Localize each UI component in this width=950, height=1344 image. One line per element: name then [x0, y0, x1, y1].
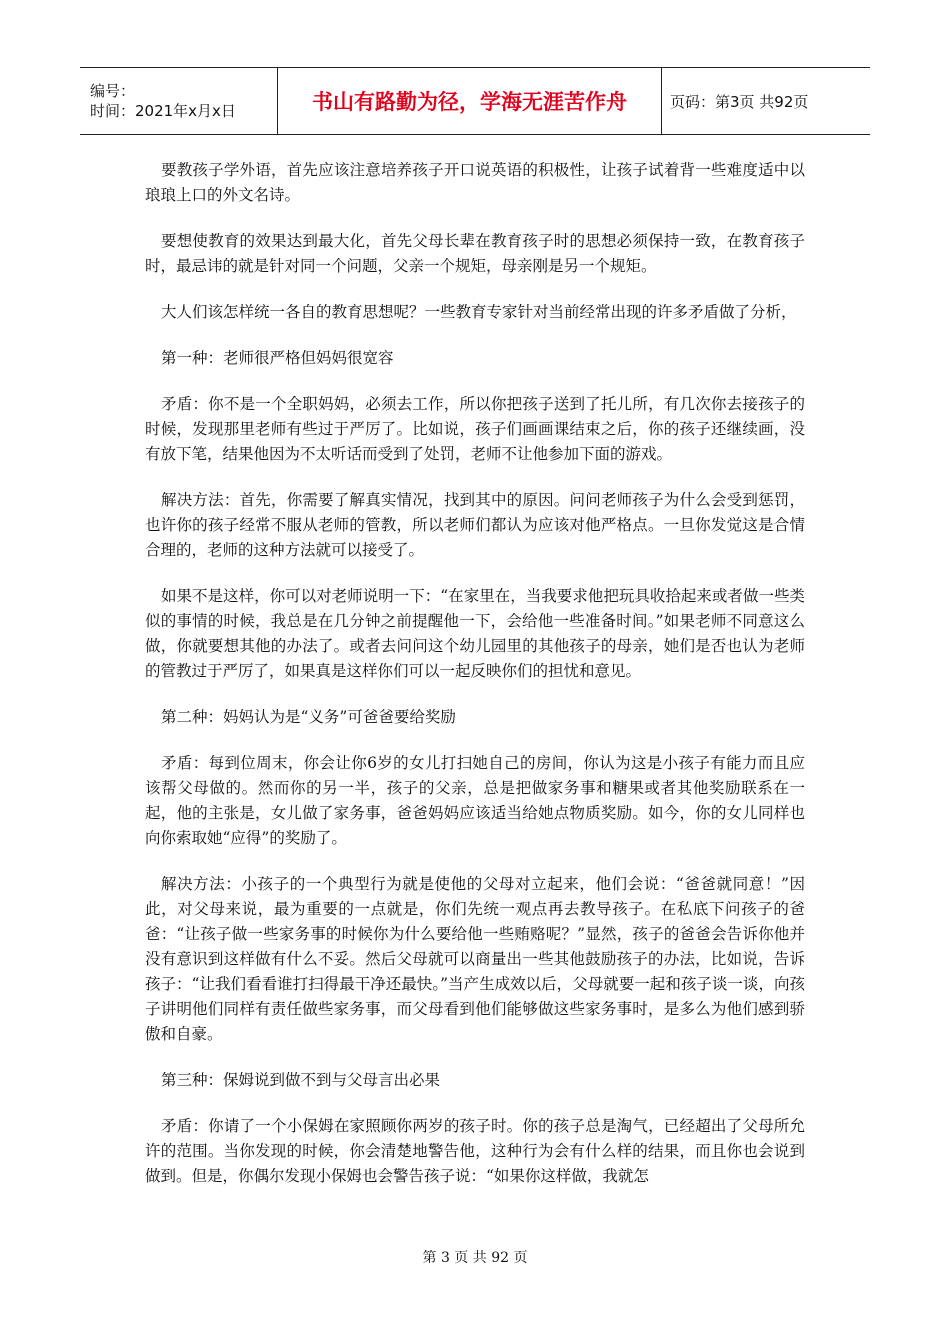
paragraph: 矛盾：每到位周末，你会让你6岁的女儿打扫她自己的房间，你认为这是小孩子有能力而且应该帮父母做的。然而你的另一半，孩子的父亲，总是把做家务事和糖果或者其他奖励联系在一起，他的主张是，女儿做了家务事，爸爸妈妈应该适当给她点物质奖励。如今，你的女儿同样也向你索取她“应得”的奖励了。: [145, 754, 805, 847]
page-header: [80, 67, 870, 135]
page-label: 页码：第3页 共92页: [670, 92, 809, 111]
header-page-cell: [662, 68, 870, 134]
paragraph: 要想使教育的效果达到最大化，首先父母长辈在教育孩子时的思想必须保持一致，在教育孩子时，最忌讳的就是针对同一个问题，父亲一个规矩，母亲刚是另一个规矩。: [145, 232, 805, 275]
paragraph: 要教孩子学外语，首先应该注意培养孩子开口说英语的积极性，让孩子试着背一些难度适中以琅琅上口的外文名诗。: [145, 161, 805, 204]
header-meta-cell: [80, 68, 278, 134]
section-heading: 第三种：保姆说到做不到与父母言出必果: [161, 1071, 441, 1089]
number-label: 编号：: [90, 82, 136, 100]
paragraph: 解决方法：小孩子的一个典型行为就是使他的父母对立起来，他们会说：“爸爸就同意！”因此，对父母来说，最为重要的一点就是，你们先统一观点再去教导孩子。在私底下问孩子的爸爸：“让孩子做一些家务事的时候你为什么要给他一些贿赂呢？”显然，孩子的爸爸会告诉你他并没有意识到这样做有什么不妥。然后父母就可以商量出一些其他鼓励孩子的办法，比如说，告诉孩子：“让我们看看谁打扫得最干净还最快。”当产生成效以后，父母就要一起和孩子谈一谈，向孩子讲明他们同样有责任做些家务事，而父母看到他们能够做这些家务事时，是多么为他们感到骄傲和自豪。: [145, 875, 805, 1043]
header-motto-cell: [278, 68, 662, 134]
paragraph: 解决方法：首先，你需要了解真实情况，找到其中的原因。问问老师孩子为什么会受到惩罚，也许你的孩子经常不服从老师的管教，所以老师们都认为应该对他严格点。一旦你发觉这是合情合理的，老师的这种方法就可以接受了。: [145, 491, 805, 559]
date-label: 时间：2021年x月x日: [90, 102, 236, 120]
document-body: [145, 158, 805, 1210]
paragraph: 大人们该怎样统一各自的教育思想呢？一些教育专家针对当前经常出现的许多矛盾做了分析，: [161, 303, 797, 321]
section-heading: 第一种：老师很严格但妈妈很宽容: [161, 349, 394, 367]
page-footer: 第 3 页 共 92 页: [422, 1250, 528, 1266]
section-heading: 第二种：妈妈认为是“义务”可爸爸要给奖励: [161, 708, 456, 726]
paragraph: 如果不是这样，你可以对老师说明一下：“在家里在，当我要求他把玩具收拾起来或者做一些类似的事情的时候，我总是在几分钟之前提醒他一下，会给他一些准备时间。”如果老师不同意这么做，你就要想其他的办法了。或者去问问这个幼儿园里的其他孩子的母亲，她们是否也认为老师的管教过于严厉了，如果真是这样你们可以一起反映你们的担忧和意见。: [145, 587, 805, 680]
paragraph: 矛盾：你不是一个全职妈妈，必须去工作，所以你把孩子送到了托儿所，有几次你去接孩子的时候，发现那里老师有些过于严厉了。比如说，孩子们画画课结束之后，你的孩子还继续画，没有放下笔，结果他因为不太听话而受到了处罚，老师不让他参加下面的游戏。: [145, 395, 805, 463]
motto-text: 书山有路勤为径，学海无涯苦作舟: [312, 90, 627, 114]
paragraph: 矛盾：你请了一个小保姆在家照顾你两岁的孩子时。你的孩子总是淘气，已经超出了父母所允许的范围。当你发现的时候，你会清楚地警告他，这种行为会有什么样的结果，而且你也会说到做到。但是，你偶尔发现小保姆也会警告孩子说：“如果你这样做，我就怎: [145, 1117, 805, 1185]
